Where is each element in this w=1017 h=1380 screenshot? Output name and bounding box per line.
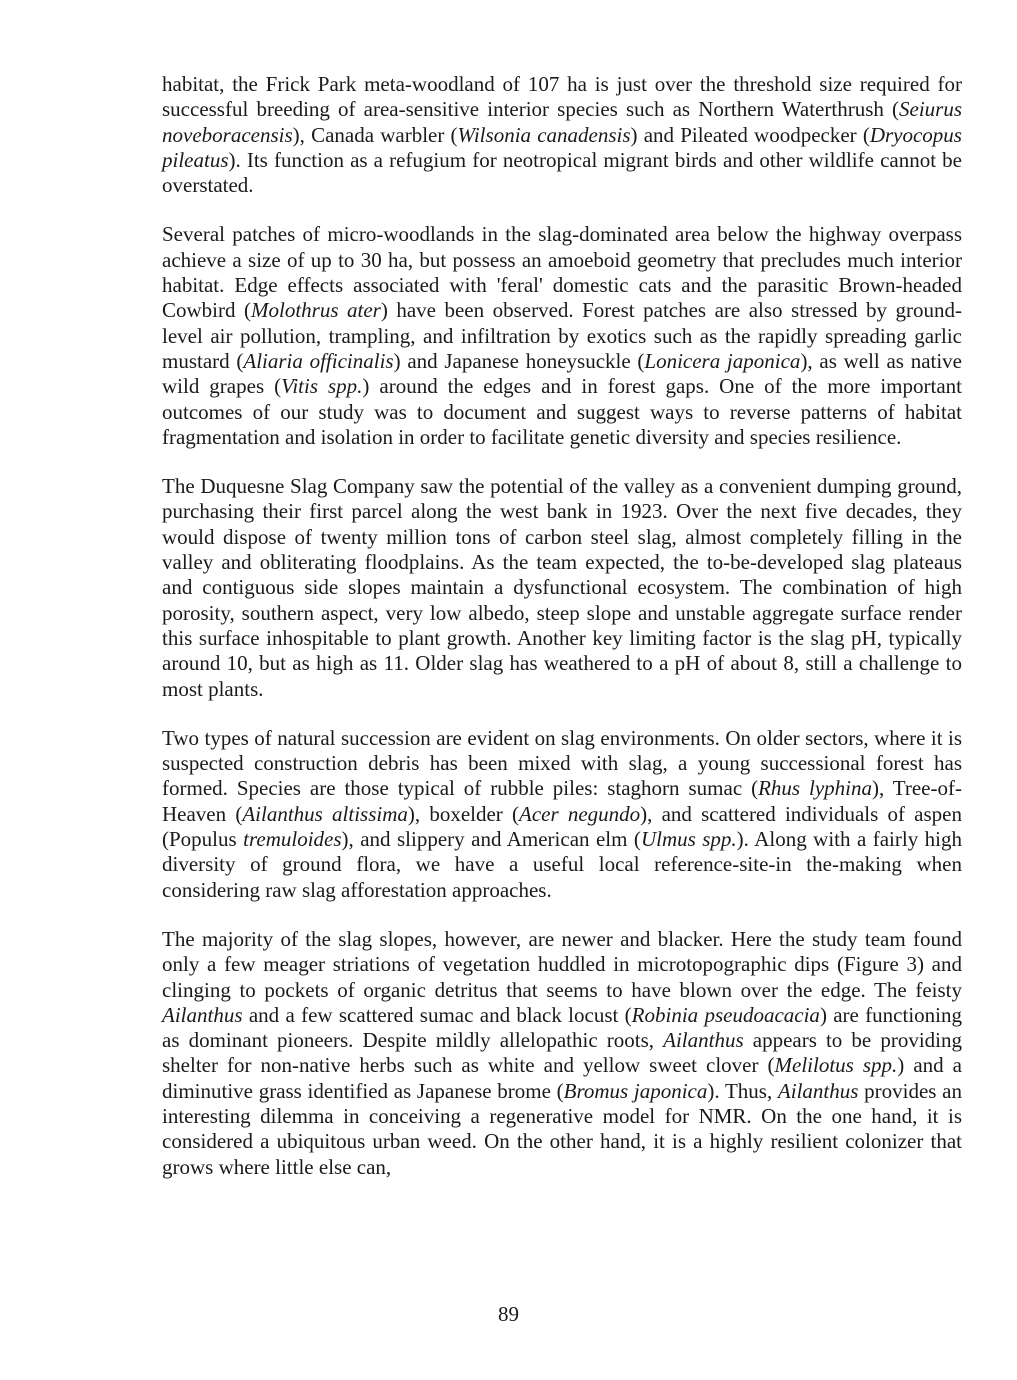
- text-run: ), and scattered individuals of aspen (Populus: [162, 801, 962, 852]
- species-name: Ailanthus: [162, 1002, 243, 1027]
- species-name: Wilsonia canadensis: [457, 122, 631, 147]
- species-name: Molothrus ater: [251, 298, 381, 323]
- text-run: The Duquesne Slag Company saw the potential of the valley as a convenient dumping ground, purchasing their first parcel along the west bank in 1923. Over the next five decades, they would dispose of twenty million tons of carbon steel slag, almost completely filling in the valley and obliterating floodplains. As the team expected, the to-be-developed slag plateaus and contiguous side slopes maintain a dysfunctional ecosystem. The combination of high porosity, southern aspect, very low albedo, steep slope and unstable aggregate surface render this surface inhospitable to plant growth. Another key limiting factor is the slag pH, typically around 10, but as high as 11. Older slag has weathered to a pH of about 8, still a challenge to most plants.: [162, 474, 962, 701]
- text-run: ) and Pileated woodpecker (: [630, 122, 870, 147]
- species-name: Vitis spp.: [281, 374, 363, 399]
- page-number: 89: [498, 1302, 519, 1326]
- text-run: ). Its function as a refugium for neotropical migrant birds and other wildlife cannot be overstated.: [162, 147, 962, 198]
- species-name: Dryocopus pileatus: [162, 122, 962, 172]
- species-name: Ulmus spp.: [640, 827, 737, 852]
- species-name: Ailanthus: [663, 1028, 744, 1053]
- text-run: ), Tree-of-Heaven (: [162, 776, 962, 826]
- paragraph: [162, 474, 962, 702]
- text-run: and a few scattered sumac and black locust (: [242, 1002, 632, 1027]
- text-run: ) and Japanese honeysuckle (: [393, 348, 645, 373]
- species-name: tremuloides: [243, 827, 342, 852]
- text-run: ). Thus,: [707, 1078, 778, 1103]
- species-name: Seiurus noveboracensis: [162, 97, 962, 147]
- text-run: appears to be providing shelter for non-native herbs such as white and yellow sweet clover (: [162, 1028, 962, 1078]
- text-run: ). Along with a fairly high diversity of ground flora, we have a useful local reference-site-in the-making when considering raw slag afforestation approaches.: [162, 827, 962, 902]
- species-name: Lonicera japonica: [644, 348, 801, 373]
- text-run: ) have been observed. Forest patches are also stressed by ground-level air pollution, trampling, and infiltration by exotics such as the rapidly spreading garlic mustard (: [162, 298, 962, 373]
- species-name: Robinia pseudoacacia: [631, 1002, 820, 1027]
- species-name: Ailanthus: [777, 1078, 859, 1103]
- text-run: ) and a diminutive grass identified as Japanese brome (: [162, 1053, 962, 1103]
- text-run: The majority of the slag slopes, however, are newer and blacker. Here the study team found only a few meager striations of vegetation huddled in microtopographic dips (Figure 3) and clinging to pockets of organic detritus that seems to have blown over the edge. The feisty: [162, 926, 962, 1002]
- species-name: Acer negundo: [519, 801, 641, 826]
- text-run: habitat, the Frick Park meta-woodland of 107 ha is just over the threshold size required for successful breeding of area-sensitive interior species such as Northern Waterthrush (: [162, 72, 962, 122]
- paragraph: [162, 72, 962, 198]
- paragraph: [162, 927, 962, 1180]
- paragraph: [162, 222, 962, 450]
- text-run: ) are functioning as dominant pioneers. Despite mildly allelopathic roots,: [162, 1002, 963, 1053]
- species-name: Melilotus spp.: [774, 1053, 898, 1078]
- species-name: Aliaria officinalis: [243, 348, 394, 373]
- text-run: ), boxelder (: [407, 801, 519, 826]
- text-run: Several patches of micro-woodlands in the slag-dominated area below the highway overpass achieve a size of up to 30 ha, but possess an amoeboid geometry that precludes much interior habitat. Edge effects associated with 'feral' domestic cats and the parasitic Brown-headed Cowbird (: [162, 222, 962, 323]
- text-run: provides an interesting dilemma in conceiving a regenerative model for NMR. On the one hand, it is considered a ubiquitous urban weed. On the other hand, it is a highly resilient colonizer that grows where little else can,: [162, 1078, 962, 1179]
- text-run: ), and slippery and American elm (: [341, 827, 641, 852]
- text-run: ), as well as native wild grapes (: [162, 348, 963, 399]
- text-run: ) around the edges and in forest gaps. One of the more important outcomes of our study was to document and suggest ways to reverse patterns of habitat fragmentation and isolation in order to facilitate genetic diversity and species resilience.: [162, 374, 962, 449]
- text-run: Two types of natural succession are evident on slag environments. On older sectors, where it is suspected construction debris has been mixed with slag, a young successional forest has formed. Species are those typical of rubble piles: staghorn sumac (: [162, 725, 962, 801]
- species-name: Bromus japonica: [563, 1078, 708, 1103]
- text-run: ), Canada warbler (: [292, 122, 458, 147]
- species-name: Ailanthus altissima: [242, 801, 408, 826]
- species-name: Rhus lyphina: [758, 776, 872, 801]
- paragraph: [162, 726, 962, 903]
- body-text: [162, 72, 962, 1204]
